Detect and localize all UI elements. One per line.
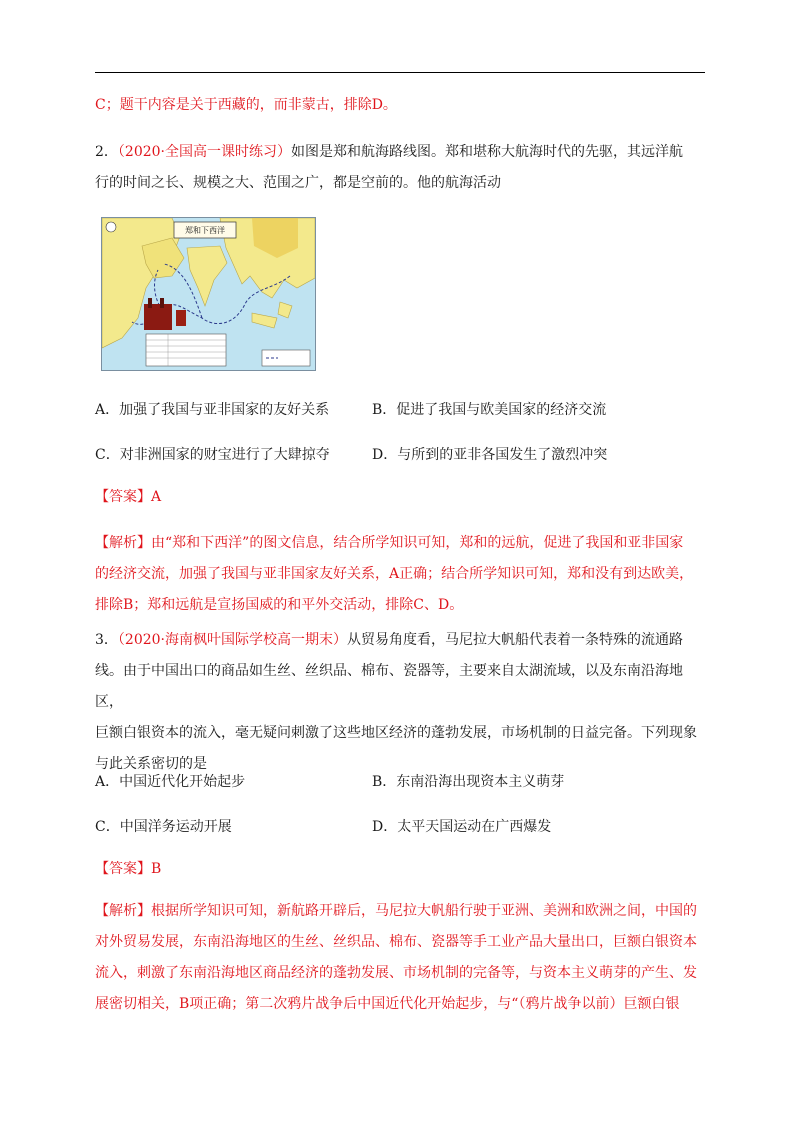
q3-option-c: C．中国洋务运动开展 (95, 819, 232, 835)
q2-analysis-line2: 的经济交流，加强了我国与亚非国家友好关系，A正确；结合所学知识可知，郑和没有到达欧美， (95, 566, 694, 582)
top-note: C；题干内容是关于西藏的，而非蒙古，排除D。 (95, 97, 397, 113)
q3-stem-line2: 线。由于中国出口的商品如生丝、丝织品、棉布、瓷器等，主要来自太湖流域，以及东南沿海地区， (95, 663, 683, 710)
q2-stem-line1: 如图是郑和航海路线图。郑和堪称大航海时代的先驱，其远洋航 (291, 144, 684, 160)
q3-analysis-line3: 流入，刺激了东南沿海地区商品经济的蓬勃发展、市场机制的完备等，与资本主义萌芽的产生、发 (95, 965, 697, 981)
q2-answer-label: 【答案】 (95, 489, 151, 505)
header-rule (95, 72, 705, 73)
q2-option-c: C．对非洲国家的财宝进行了大肆掠夺 (95, 447, 330, 463)
q2-analysis-line3: 排除B；郑和远航是宣扬国威的和平外交活动，排除C、D。 (95, 597, 464, 613)
q2-option-a: A．加强了我国与亚非国家的友好关系 (95, 402, 330, 418)
q2-source: （2020·全国高一课时练习） (117, 144, 292, 160)
q3-source: （2020·海南枫叶国际学校高一期末） (117, 632, 348, 648)
q3-analysis-label: 【解析】 (95, 903, 151, 919)
q3-stem-line4: 与此关系密切的是 (95, 756, 207, 772)
q3-option-b: B．东南沿海出现资本主义萌芽 (372, 774, 565, 790)
q2-stem-line2: 行的时间之长、规模之大、范围之广，都是空前的。他的航海活动 (95, 175, 501, 191)
q3-analysis-line1: 根据所学知识可知，新航路开辟后，马尼拉大帆船行驶于亚洲、美洲和欧洲之间，中国的 (151, 903, 697, 919)
q2-analysis-label: 【解析】 (95, 535, 151, 551)
q3-analysis (95, 896, 705, 1020)
q3-answer (95, 854, 705, 885)
q3-option-a: A．中国近代化开始起步 (95, 774, 246, 790)
q3-answer-label: 【答案】 (95, 861, 151, 877)
q2-stem (95, 137, 705, 199)
q3-stem-line1: 从贸易角度看，马尼拉大帆船代表着一条特殊的流通路 (347, 632, 684, 648)
q2-number: 2． (95, 144, 118, 160)
zheng-he-voyage-map (101, 217, 316, 371)
q2-answer-value: A (151, 489, 162, 505)
q2-analysis-line1: 由“郑和下西洋”的图文信息，结合所学知识可知，郑和的远航，促进了我国和亚非国家 (151, 535, 684, 551)
q3-number: 3． (95, 632, 118, 648)
q2-analysis (95, 528, 705, 621)
q2-option-d: D．与所到的亚非各国发生了激烈冲突 (372, 447, 608, 463)
q3-analysis-line2: 对外贸易发展，东南沿海地区的生丝、丝织品、棉布、瓷器等手工业产品大量出口，巨额白银资本 (95, 934, 697, 950)
q2-answer (95, 482, 705, 513)
q3-answer-value: B (151, 861, 162, 877)
q3-option-d: D．太平天国运动在广西爆发 (372, 819, 552, 835)
q3-stem (95, 625, 705, 780)
map-title: 郑和下西洋 (185, 226, 225, 235)
map-graphic (102, 218, 315, 370)
q3-stem-line3: 巨额白银资本的流入，毫无疑问刺激了这些地区经济的蓬勃发展，市场机制的日益完备。下列现象 (95, 725, 697, 741)
q3-analysis-line4: 展密切相关，B项正确；第二次鸦片战争后中国近代化开始起步，与“（鸦片战争以前）巨额白银 (95, 996, 680, 1012)
q2-option-b: B．促进了我国与欧美国家的经济交流 (372, 402, 607, 418)
